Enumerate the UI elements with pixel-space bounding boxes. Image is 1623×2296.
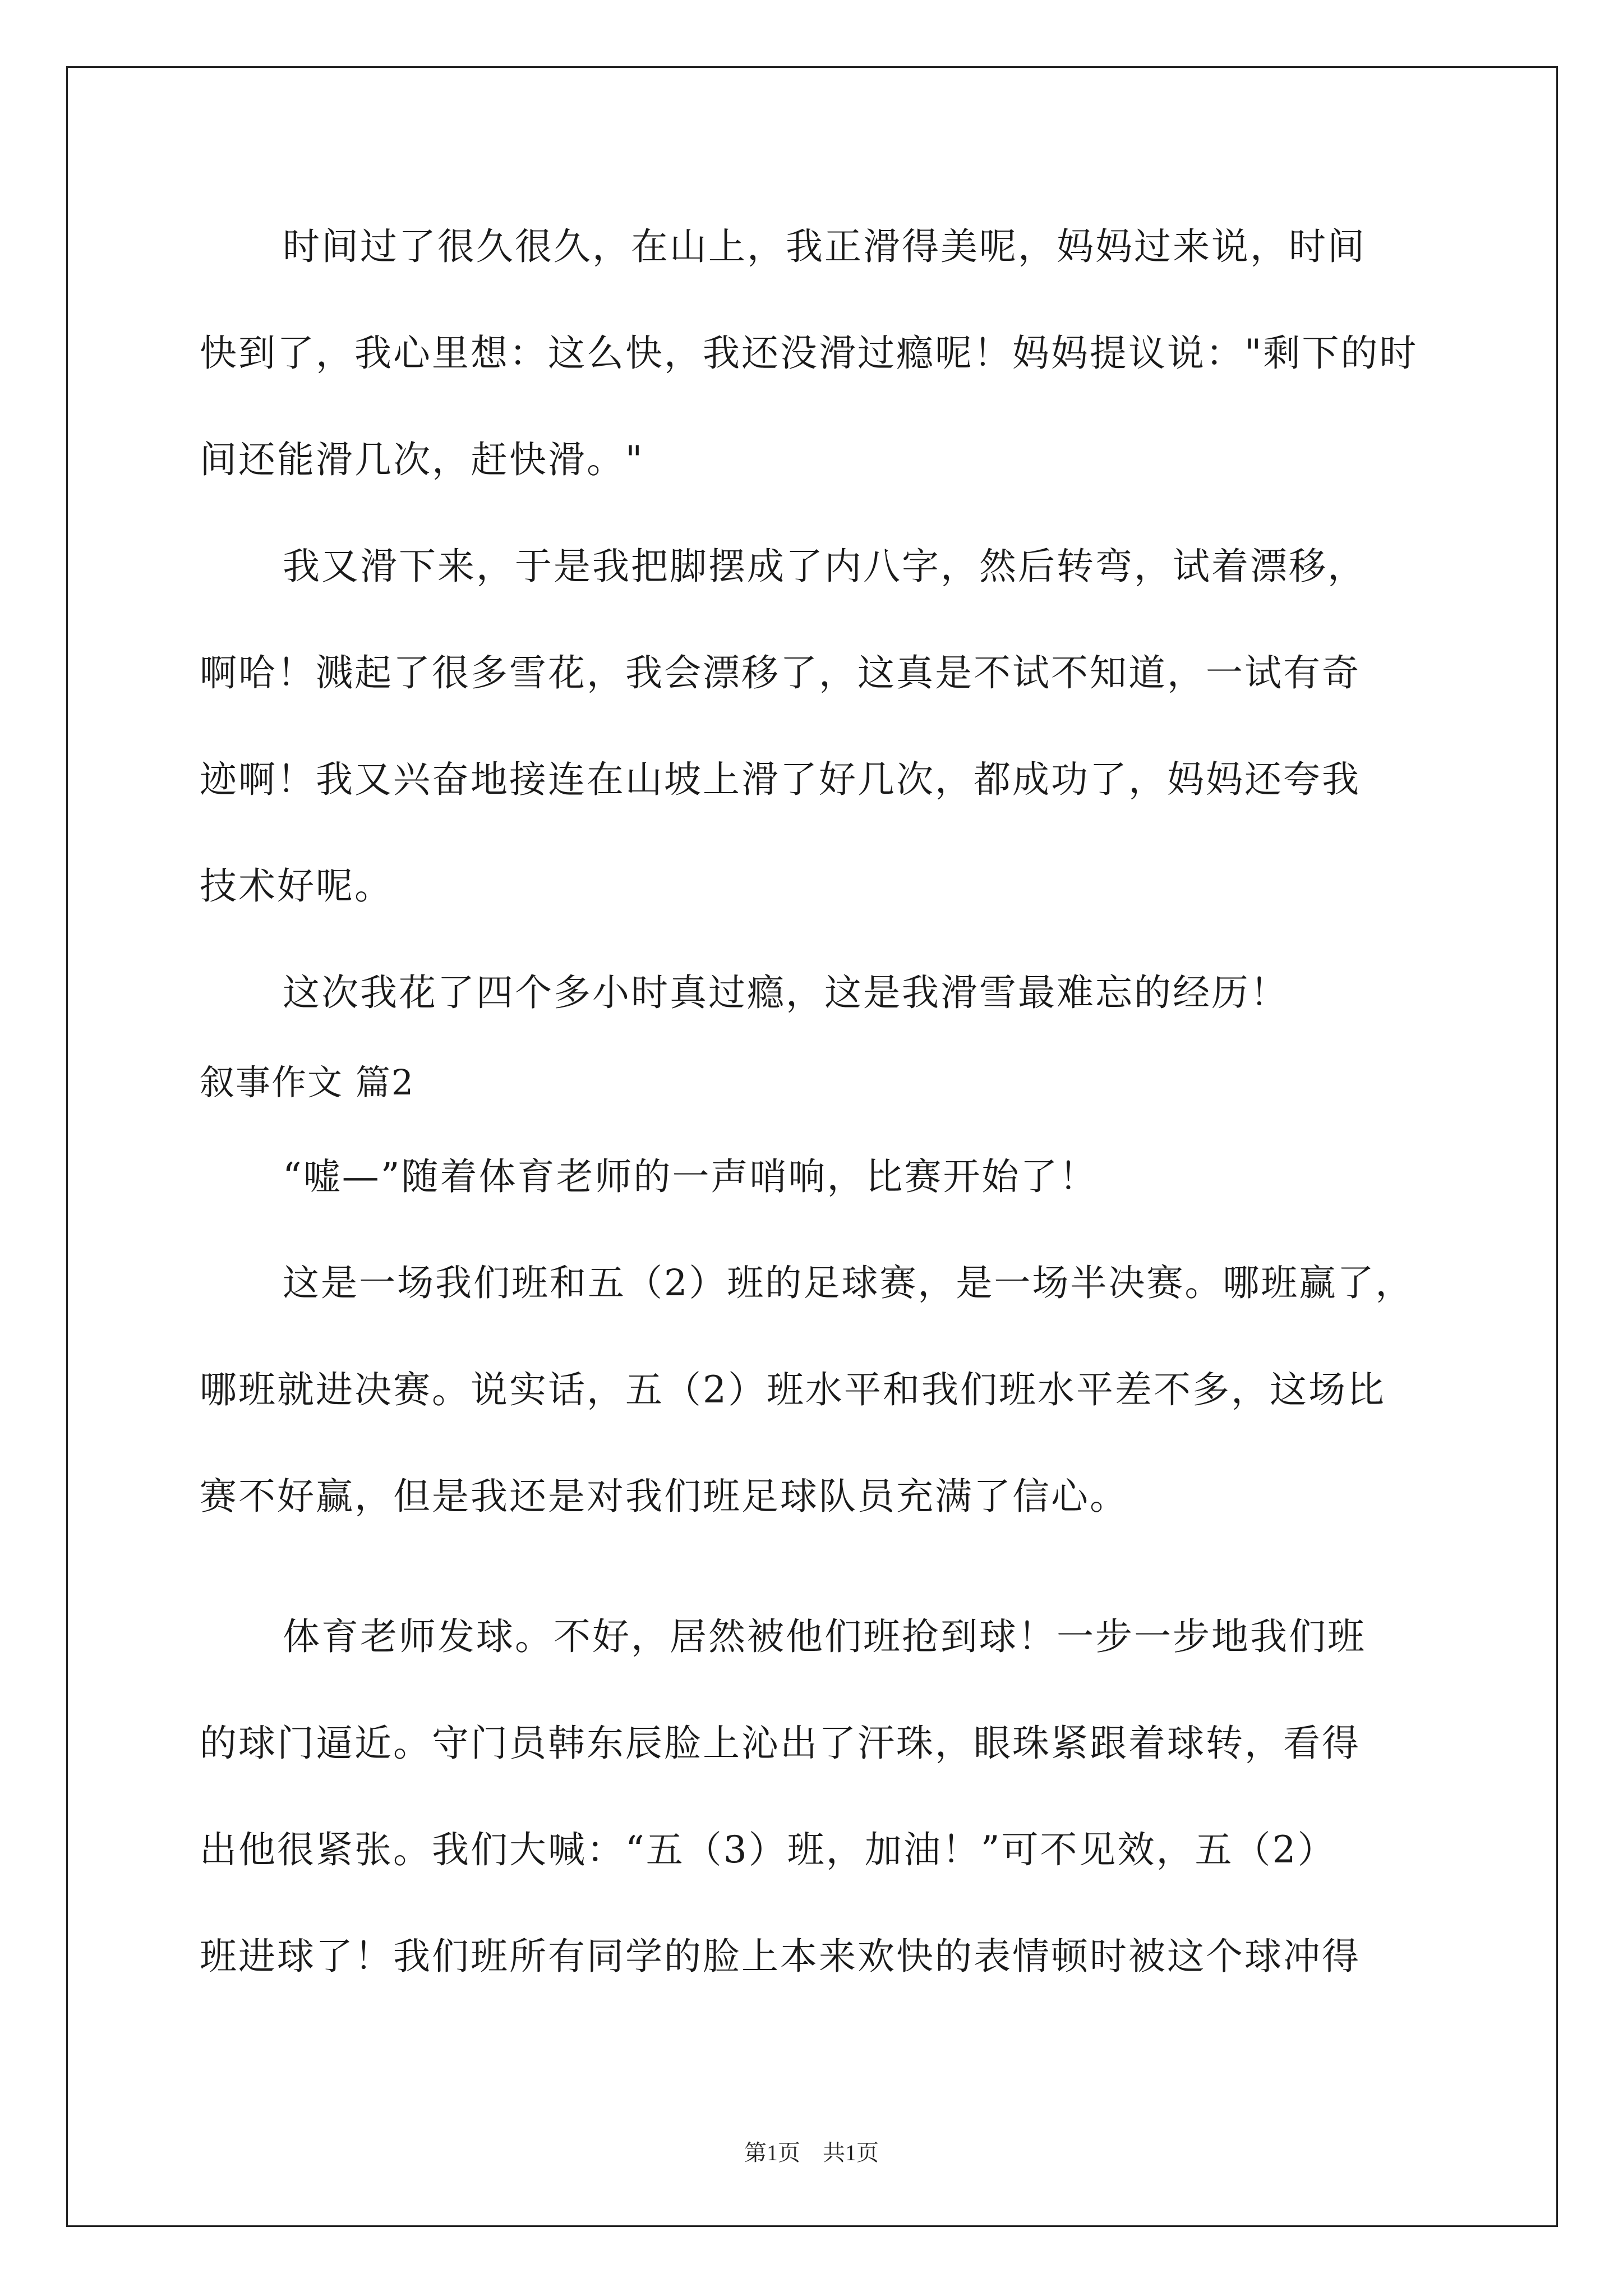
paragraph-line: 体育老师发球。不好，居然被他们班抢到球！一步一步地我们班 bbox=[283, 1615, 1366, 1658]
paragraph-line: “嘘—”随着体育老师的一声哨响，比赛开始了！ bbox=[283, 1155, 1098, 1198]
paragraph-line: 我又滑下来，于是我把脚摆成了内八字，然后转弯，试着漂移， bbox=[283, 545, 1366, 588]
paragraph-line: 间还能滑几次，赶快滑。" bbox=[200, 438, 644, 481]
paragraph-line: 这次我花了四个多小时真过瘾，这是我滑雪最难忘的经历！ bbox=[283, 971, 1289, 1014]
paragraph-line: 出他很紧张。我们大喊：“五（3）班，加油！”可不见效，五（2） bbox=[200, 1828, 1336, 1871]
page-border bbox=[66, 66, 1558, 2227]
section-heading: 叙事作文 篇2 bbox=[200, 1062, 415, 1103]
paragraph-line: 技术好呢。 bbox=[200, 864, 393, 908]
paragraph-line: 赛不好赢，但是我还是对我们班足球队员充满了信心。 bbox=[200, 1475, 1128, 1518]
paragraph-line: 这是一场我们班和五（2）班的足球赛，是一场半决赛。哪班赢了， bbox=[283, 1262, 1414, 1304]
paragraph-line: 时间过了很久很久，在山上，我正滑得美呢，妈妈过来说，时间 bbox=[283, 225, 1366, 268]
paragraph-line: 哪班就进决赛。说实话，五（2）班水平和我们班水平差不多，这场比 bbox=[200, 1368, 1386, 1411]
paragraph-line: 的球门逼近。守门员韩东辰脸上沁出了汗珠，眼珠紧跟着球转，看得 bbox=[200, 1722, 1361, 1765]
paragraph-line: 啊哈！溅起了很多雪花，我会漂移了，这真是不试不知道，一试有奇 bbox=[200, 651, 1361, 694]
paragraph-line: 迹啊！我又兴奋地接连在山坡上滑了好几次，都成功了，妈妈还夸我 bbox=[200, 758, 1361, 801]
paragraph-line: 班进球了！我们班所有同学的脸上本来欢快的表情顿时被这个球冲得 bbox=[200, 1935, 1361, 1978]
page-number-footer: 第1页 共1页 bbox=[744, 2140, 879, 2165]
paragraph-line: 快到了，我心里想：这么快，我还没滑过瘾呢！妈妈提议说："剩下的时 bbox=[200, 332, 1418, 375]
